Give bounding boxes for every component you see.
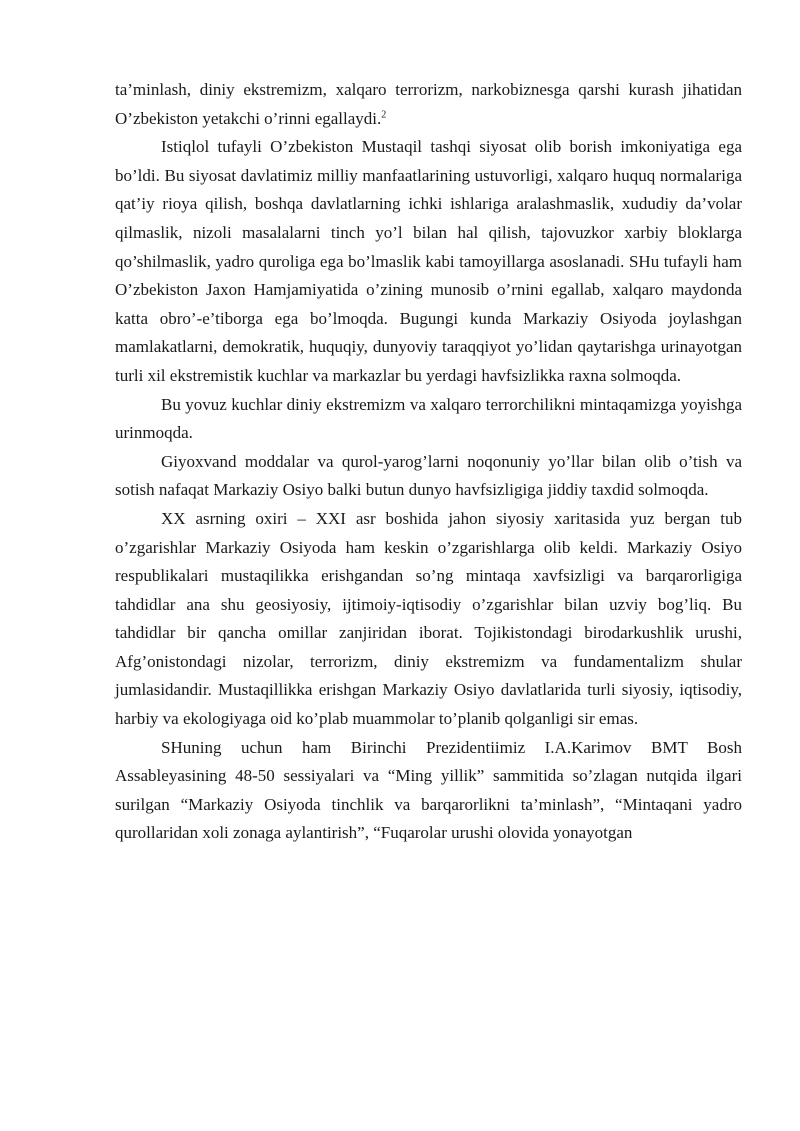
paragraph-1: [115, 76, 742, 133]
paragraph-1-text: ta’minlash, diniy ekstremizm, xalqaro terrorizm, narkobiznesga qarshi kurash jihatidan O’zbekiston yetakchi o’rinni egallaydi.: [115, 80, 742, 128]
paragraph-4: Giyoxvand moddalar va qurol-yarog’larni noqonuniy yo’llar bilan olib o’tish va sotish nafaqat Markaziy Osiyo balki butun dunyo havfsizligiga jiddiy taxdid solmoqda.: [115, 451, 742, 500]
paragraph-2: Istiqlol tufayli O’zbekiston Mustaqil tashqi siyosat olib borish imkoniyatiga ega bo’ldi. Bu siyosat davlatimiz milliy manfaatlarining ustuvorligi, xalqaro huquq normalariga qat’iy rioya qilish, boshqa davlatlarning ichki ishlariga aralashmaslik, xududiy da’volar qilmaslik, nizoli masalalarni tinch yo’l bilan hal qilish, tajovuzkor xarbiy bloklarga qo’shilmaslik, yadro quroliga ega bo’lmaslik kabi tamoyillarga asoslanadi. SHu tufayli ham O’zbekiston Jaxon Hamjamiyatida o’zining munosib o’rnini egallab, xalqaro maydonda katta obro’-e’tiborga ega bo’lmoqda. Bugungi kunda Markaziy Osiyoda joylashgan mamlakatlarni, demokratik, huquqiy, dunyoviy taraqqiyot yo’lidan qaytarishga urinayotgan turli xil ekstremistik kuchlar va markazlar bu yerdagi havfsizlikka raxna solmoqda.: [115, 137, 742, 385]
paragraph-3: Bu yovuz kuchlar diniy ekstremizm va xalqaro terrorchilikni mintaqamizga yoyishga urinmoqda.: [115, 394, 742, 443]
footnote-marker[interactable]: 2: [381, 108, 387, 120]
paragraph-6: SHuning uchun ham Birinchi Prezidentiimiz I.A.Karimov BMT Bosh Assableyasining 48-50 sessiyalari va “Ming yillik” sammitida so’zlagan nutqida ilgari surilgan “Markaziy Osiyoda tinchlik va barqarorlikni ta’minlash”, “Mintaqani yadro qurollaridan xoli zonaga aylantirish”, “Fuqarolar urushi olovida yonayotgan: [115, 737, 742, 843]
document-page: [115, 76, 742, 848]
paragraph-5: XX asrning oxiri – XXI asr boshida jahon siyosiy xaritasida yuz bergan tub o’zgarishlar Markaziy Osiyoda ham keskin o’zgarishlarga olib keldi. Markaziy Osiyo respublikalari mustaqilikka erishgandan so’ng mintaqa xavfsizligi va barqarorligiga tahdidlar ana shu geosiyosiy, ijtimoiy-iqtisodiy o’zgarishlar bilan uzviy bog’liq. Bu tahdidlar bir qancha omillar zanjiridan iborat. Tojikistondagi birodarkushlik urushi, Afg’onistondagi nizolar, terrorizm, diniy ekstremizm va fundamentalizm shular jumlasidandir. Mustaqillikka erishgan Markaziy Osiyo davlatlarida turli siyosiy, iqtisodiy, harbiy va ekologiyaga oid ko’plab muammolar to’planib qolganligi sir emas.: [115, 508, 742, 729]
